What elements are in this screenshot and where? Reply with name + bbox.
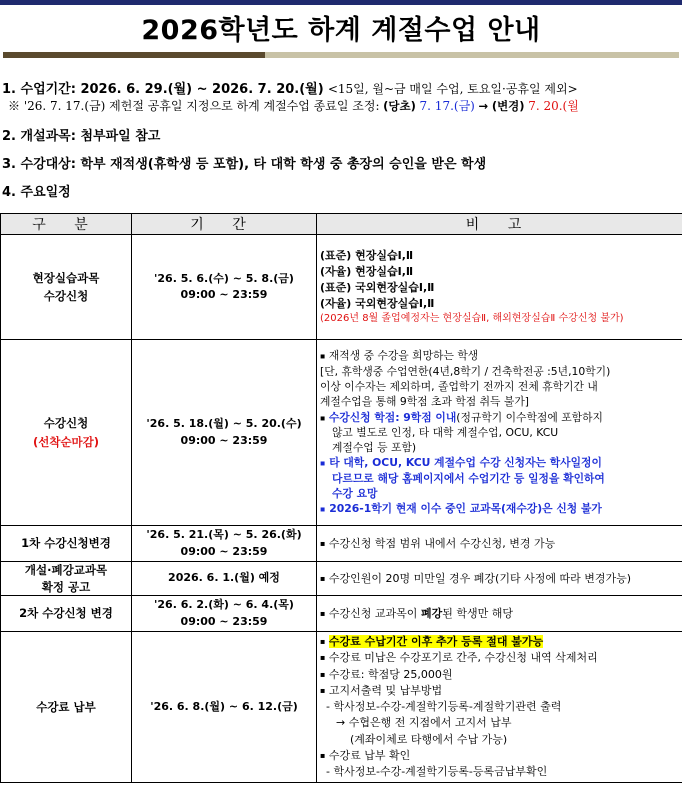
row-period [132, 340, 317, 526]
period-line: 2026. 6. 1.(월) 예정 [168, 571, 280, 585]
period-line: 09:00 ~ 23:59 [180, 288, 268, 301]
period-detail: <15일, 월~금 매일 수업, 토요일·공휴일 제외> [327, 82, 578, 96]
info-courses [2, 125, 160, 144]
row-category [1, 562, 132, 596]
note-text: 수강인원이 20명 미만일 경우 폐강(기타 사정에 따라 변경가능) [328, 571, 631, 585]
period-line: 09:00 ~ 23:59 [180, 433, 268, 447]
note-line [320, 634, 679, 650]
note-arrow: → [478, 99, 489, 113]
info-schedule [2, 181, 71, 200]
note-line: (자율) 국외현장실습Ⅰ,Ⅱ [320, 296, 435, 310]
note-line: (자율) 현장실습Ⅰ,Ⅱ [320, 264, 414, 278]
row-notes [317, 632, 682, 783]
note-line: (표준) 현장실습Ⅰ,Ⅱ [320, 248, 414, 262]
note-line: → 수협은행 전 지점에서 고지서 납부 [336, 716, 512, 730]
note-line [320, 683, 679, 699]
page-title: 2026학년도 하계 계절수업 안내 [141, 15, 541, 46]
bullet-icon: ▪ [320, 608, 326, 618]
category-line: 1차 수강신청변경 [21, 536, 111, 551]
note-text: 수강신청 교과목이 [328, 606, 421, 620]
period-label: 1. 수업기간: 2026. 6. 29.(월) ~ 2026. 7. 20.(월) [2, 82, 324, 97]
note-emphasis: 폐강 [420, 606, 443, 620]
top-accent-bar [0, 0, 682, 5]
row-category [1, 340, 132, 526]
note-text: 수강신청 학점 범위 내에서 수강신청, 변경 가능 [328, 536, 556, 550]
period-line: '26. 5. 21.(목) ~ 5. 26.(화) [146, 528, 302, 541]
note-text: 2026-1학기 현재 이수 중인 교과목(재수강)은 신청 불가 [329, 502, 602, 516]
note-line: 이상 이수자는 제외하며, 졸업학기 전까지 전체 휴학기간 내 [320, 379, 598, 393]
period-line: '26. 5. 6.(수) ~ 5. 8.(금) [154, 271, 294, 285]
note-line: 계절수업을 통해 9학점 초과 학점 취득 불가] [320, 395, 529, 409]
table-row [1, 562, 682, 596]
category-line: 수강신청 [43, 416, 89, 431]
bullet-icon: ▪ [320, 351, 326, 361]
note-line: 다르므로 해당 홈페이지에서 수업기간 등 일정을 확인하여 [332, 471, 605, 485]
note-line: - 학사정보-수강-계절학기등록-등록금납부확인 [326, 765, 548, 779]
note-text: 수강료 납부 확인 [328, 748, 411, 762]
category-line: 확정 공고 [41, 579, 91, 594]
row-category [1, 632, 132, 783]
table-row [1, 526, 682, 562]
row-period [132, 235, 317, 340]
category-line: 현장실습과목 [32, 270, 100, 285]
bullet-icon: ▪ [320, 637, 326, 647]
category-line: 2차 수강신청 변경 [19, 606, 113, 621]
note-line: [단, 휴학생중 수업연한(4년,8학기 / 건축학전공 :5년,10학기) [320, 364, 611, 378]
target-text: 3. 수강대상: 학부 재적생(휴학생 등 포함), 타 대학 학생 중 총장의 승인을 받은 학생 [2, 157, 487, 172]
note-before-date: 7. 17.(금) [419, 99, 475, 113]
row-notes [317, 340, 682, 526]
note-text: (정규학기 이수학점에 포함하지 [456, 410, 603, 424]
row-period [132, 562, 317, 596]
info-target [2, 153, 486, 172]
courses-text: 2. 개설과목: 첨부파일 참고 [2, 129, 161, 144]
row-category [1, 596, 132, 632]
bullet-icon: ▪ [320, 412, 326, 422]
table-row [1, 235, 682, 340]
category-line: 수강신청 [43, 289, 89, 303]
note-before-label: (당초) [383, 99, 416, 113]
note-line: (표준) 국외현장실습Ⅰ,Ⅱ [320, 280, 435, 294]
title-underline-accent [3, 52, 265, 58]
bullet-icon: ▪ [320, 750, 326, 760]
bullet-icon: ▪ [320, 669, 326, 679]
note-highlight: 수강료 수납기간 이후 추가 등록 절대 불가능 [328, 635, 544, 648]
note-text: 재적생 중 수강을 희망하는 학생 [328, 349, 479, 363]
note-line [320, 650, 679, 666]
note-line [320, 501, 679, 516]
row-notes [317, 526, 682, 562]
table-row [1, 340, 682, 526]
period-line: '26. 6. 2.(화) ~ 6. 4.(목) [154, 598, 294, 611]
row-notes [317, 596, 682, 632]
note-line [320, 410, 679, 425]
note-text: 수강료 미납은 수강포기로 간주, 수강신청 내역 삭제처리 [328, 651, 598, 665]
bullet-icon: ▪ [320, 685, 326, 695]
info-note [8, 97, 579, 114]
bullet-icon: ▪ [320, 653, 326, 663]
row-period [132, 596, 317, 632]
row-notes [317, 235, 682, 340]
bullet-icon: ▪ [320, 538, 326, 548]
note-line: (계좌이체로 타행에서 수납 가능) [350, 732, 508, 746]
note-text: 고지서출력 및 납부방법 [328, 683, 443, 697]
note-line: 계절수업 등 포함) [332, 441, 417, 455]
note-line [320, 455, 679, 470]
note-warning: (2026년 8월 졸업예정자는 현장실습Ⅱ, 해외현장실습Ⅱ 수강신청 불가) [320, 312, 624, 324]
note-line [320, 667, 679, 683]
period-line: 09:00 ~ 23:59 [180, 614, 268, 628]
category-note: (선착순마감) [32, 434, 100, 449]
note-prefix: ※ '26. 7. 17.(금) 제헌절 공휴일 지정으로 하계 계절수업 종료일 조정: [8, 99, 380, 113]
note-line: 않고 별도로 인정, 타 대학 계절수업, OCU, KCU [332, 425, 559, 439]
category-line: 개설·폐강교과목 [24, 563, 108, 578]
schedule-text: 4. 주요일정 [2, 185, 71, 200]
note-line: - 학사정보-수강-계절학기등록-계절학기관련 출력 [326, 700, 562, 714]
note-line: 수강 요망 [332, 487, 378, 501]
note-text: 타 대학, OCU, KCU 계절수업 수강 신청자는 학사일정이 [329, 456, 602, 470]
note-text: 수강신청 학점: 9학점 이내 [328, 410, 457, 424]
period-line: '26. 5. 18.(월) ~ 5. 20.(수) [146, 417, 302, 430]
period-line: 09:00 ~ 23:59 [180, 544, 268, 558]
header-notes: 비 고 [317, 214, 682, 235]
note-after-label: (변경) [491, 99, 525, 113]
bullet-icon: ▪ [320, 504, 326, 514]
row-period [132, 526, 317, 562]
note-after-date: 7. 20.(월 [528, 99, 579, 113]
schedule-table [0, 213, 682, 783]
info-period [2, 78, 578, 97]
table-row [1, 632, 682, 783]
row-category [1, 235, 132, 340]
note-text: 수강료: 학점당 25,000원 [328, 667, 453, 681]
category-line: 수강료 납부 [36, 700, 96, 714]
header-category: 구 분 [1, 214, 132, 235]
row-notes [317, 562, 682, 596]
bullet-icon: ▪ [320, 458, 326, 468]
table-header-row [1, 214, 682, 235]
note-text: 된 학생만 해당 [442, 606, 513, 620]
note-line [320, 348, 679, 363]
row-category [1, 526, 132, 562]
bullet-icon: ▪ [320, 573, 326, 583]
header-period: 기 간 [132, 214, 317, 235]
table-row [1, 596, 682, 632]
period-line: '26. 6. 8.(월) ~ 6. 12.(금) [150, 699, 298, 713]
note-line [320, 748, 679, 764]
row-period [132, 632, 317, 783]
